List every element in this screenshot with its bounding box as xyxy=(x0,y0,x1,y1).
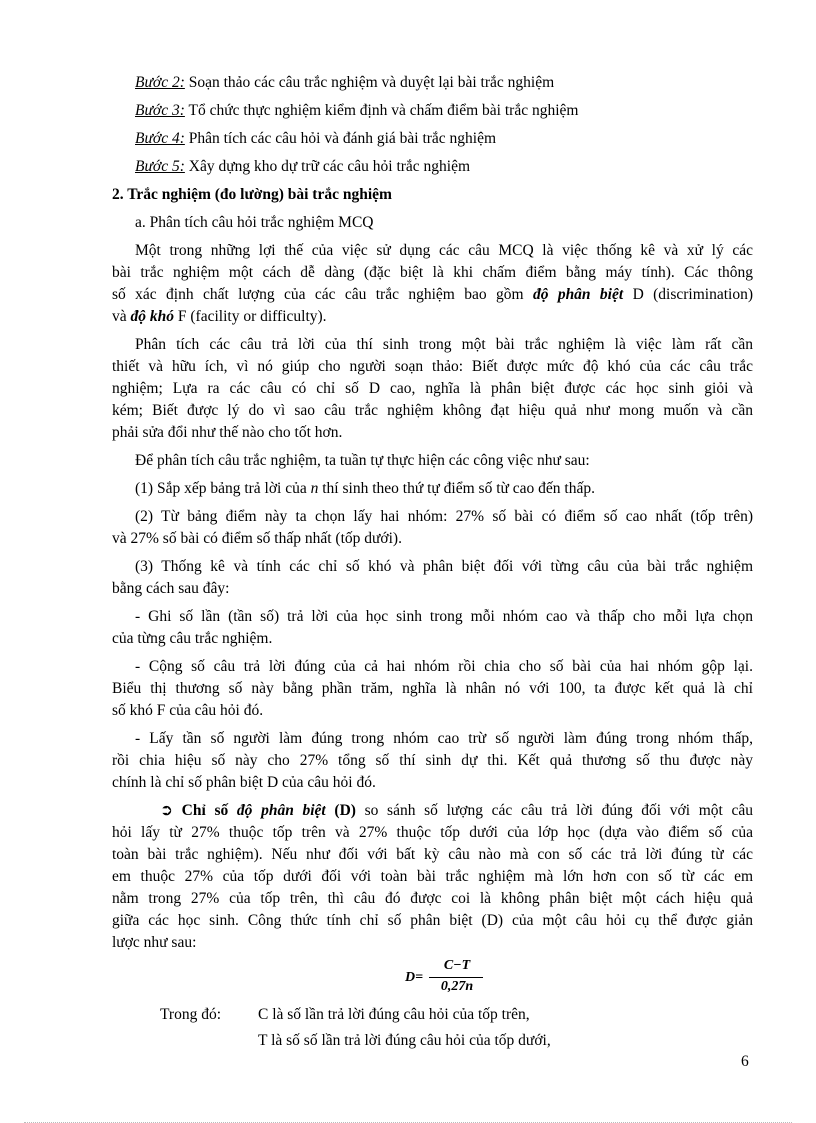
d-para-line: nằm trong 27% của tốp trên, thì câu đó được coi là không phân biệt một cách hiệu quả xyxy=(112,890,753,907)
item-3-line: bằng cách sau đây: xyxy=(112,580,230,597)
bullet-2-line: Biểu thị thương số này bằng phần trăm, nghĩa là nhân nó với 100, ta được kết quả là chỉ xyxy=(112,680,753,697)
emphasis-term: độ phân biệt xyxy=(236,802,326,819)
bullet-1-line: của từng câu trắc nghiệm. xyxy=(112,630,273,647)
text: D (discrimination) xyxy=(623,286,754,303)
step-label: Bước 2: xyxy=(135,74,185,91)
formula-lhs: D= xyxy=(405,970,424,985)
formula-denominator: 0,27n xyxy=(440,979,474,994)
bullet-3-line: rồi chia hiệu số này cho 27% tổng số thí sinh dự thi. Kết quả thương số thu được này xyxy=(112,752,753,769)
item-3-line: (3) Thống kê và tính các chỉ số khó và phân biệt đối với từng câu của bài trắc nghiệm xyxy=(135,558,753,575)
discrimination-formula xyxy=(405,958,485,998)
bullet-2-line: số khó F của câu hỏi đó. xyxy=(112,702,264,719)
step-2 xyxy=(135,72,776,94)
step-text: Xây dựng kho dự trữ các câu hỏi trắc nghiệm xyxy=(184,158,471,175)
item-2-line: và 27% số bài có điểm số thấp nhất (tốp dưới). xyxy=(112,530,402,547)
text: F (facility or difficulty). xyxy=(174,308,327,325)
step-4 xyxy=(135,128,776,150)
where-item: T là số số lần trả lời đúng câu hỏi của tốp dưới, xyxy=(258,1032,551,1049)
arrow-icon: ➲ xyxy=(160,802,173,819)
bullet-3-line: - Lấy tần số người làm đúng trong nhóm cao trừ số người làm đúng trong nhóm thấp, xyxy=(135,730,753,747)
step-text: Phân tích các câu hỏi và đánh giá bài trắc nghiệm xyxy=(184,130,497,147)
bullet-3-line: chính là chỉ số phân biệt D của câu hỏi đó. xyxy=(112,774,376,791)
bullet-1-line: - Ghi số lần (tần số) trả lời của học sinh trong mỗi nhóm cao và thấp cho mỗi lựa chọn xyxy=(135,608,753,625)
p1-line xyxy=(112,284,753,306)
step-text: Tổ chức thực nghiệm kiểm định và chấm điểm bài trắc nghiệm xyxy=(184,102,579,119)
text: Chỉ số xyxy=(173,802,237,819)
item-1 xyxy=(135,478,776,500)
p2-line: kém; Biết được lý do vì sao câu trắc nghiệm không đạt hiệu quả như mong muốn và cần xyxy=(112,402,753,419)
step-5 xyxy=(135,156,776,178)
text: (D) xyxy=(325,802,356,819)
p1-line: bài trắc nghiệm một cách dễ dàng (đặc biệt là khi chấm điểm bằng máy tính). Các thông xyxy=(112,264,753,281)
variable-n: n xyxy=(310,480,319,497)
page-number: 6 xyxy=(741,1053,749,1070)
where-label: Trong đó: xyxy=(160,1006,222,1023)
text: so sánh số lượng các câu trả lời đúng đối với một câu xyxy=(355,802,753,819)
d-para-line: toàn bài trắc nghiệm). Nếu như đối với bất kỳ câu nào mà con số các trả lời đúng từ các xyxy=(112,846,753,863)
section-heading: 2. Trắc nghiệm (đo lường) bài trắc nghiệm xyxy=(112,186,392,203)
d-para-line xyxy=(160,800,753,822)
emphasis-term: độ phân biệt xyxy=(532,286,624,303)
step-label: Bước 5: xyxy=(135,158,185,175)
p3-line: Để phân tích câu trắc nghiệm, ta tuần tự thực hiện các công việc như sau: xyxy=(135,452,590,469)
p2-line: phải sửa đổi như thế nào cho tốt hơn. xyxy=(112,424,343,441)
p2-line: Phân tích các câu trả lời của thí sinh trong một bài trắc nghiệm là việc làm rất cần xyxy=(135,336,753,353)
p2-line: thiết và hữu ích, vì nó giúp cho người soạn thảo: Biết được mức độ khó của các câu trắc xyxy=(112,358,753,375)
p1-line: Một trong những lợi thế của việc sử dụng các câu MCQ là việc thống kê và xử lý các xyxy=(135,242,753,259)
fraction-bar xyxy=(429,977,483,978)
text: số xác định chất lượng của các câu trắc nghiệm bao gồm xyxy=(112,286,533,303)
step-label: Bước 3: xyxy=(135,102,185,119)
emphasis-term: độ khó xyxy=(130,308,175,325)
d-para-line: em thuộc 27% của tốp dưới đối với toàn bài trắc nghiệm mà lớn hơn con số từ các em xyxy=(112,868,753,885)
text: thí sinh theo thứ tự điểm số từ cao đến thấp. xyxy=(318,480,595,497)
formula-numerator: C−T xyxy=(443,958,471,973)
where-item: C là số lần trả lời đúng câu hỏi của tốp trên, xyxy=(258,1006,530,1023)
p2-line: nghiệm; Lựa ra các câu có chỉ số D cao, nghĩa là phân biệt được các học sinh giỏi và xyxy=(112,380,753,397)
text: và xyxy=(112,308,131,325)
d-para-line: hỏi lấy từ 27% thuộc tốp trên và 27% thuộc tốp dưới của lớp học (dựa vào điểm số của xyxy=(112,824,753,841)
text: (1) Sắp xếp bảng trả lời của xyxy=(135,480,311,497)
d-para-line: giữa các học sinh. Công thức tính chỉ số phân biệt (D) của một câu hỏi cụ thể được giản xyxy=(112,912,753,929)
item-2-line: (2) Từ bảng điểm này ta chọn lấy hai nhóm: 27% số bài có điểm số cao nhất (tốp trên) xyxy=(135,508,753,525)
step-text: Soạn thảo các câu trắc nghiệm và duyệt lại bài trắc nghiệm xyxy=(184,74,555,91)
bullet-2-line: - Cộng số câu trả lời đúng của cả hai nhóm rồi chia cho số bài của hai nhóm gộp lại. xyxy=(135,658,753,675)
subheading: a. Phân tích câu hỏi trắc nghiệm MCQ xyxy=(135,214,374,231)
step-3 xyxy=(135,100,776,122)
step-label: Bước 4: xyxy=(135,130,185,147)
p1-line xyxy=(112,306,753,328)
d-para-line: lược như sau: xyxy=(112,934,197,951)
